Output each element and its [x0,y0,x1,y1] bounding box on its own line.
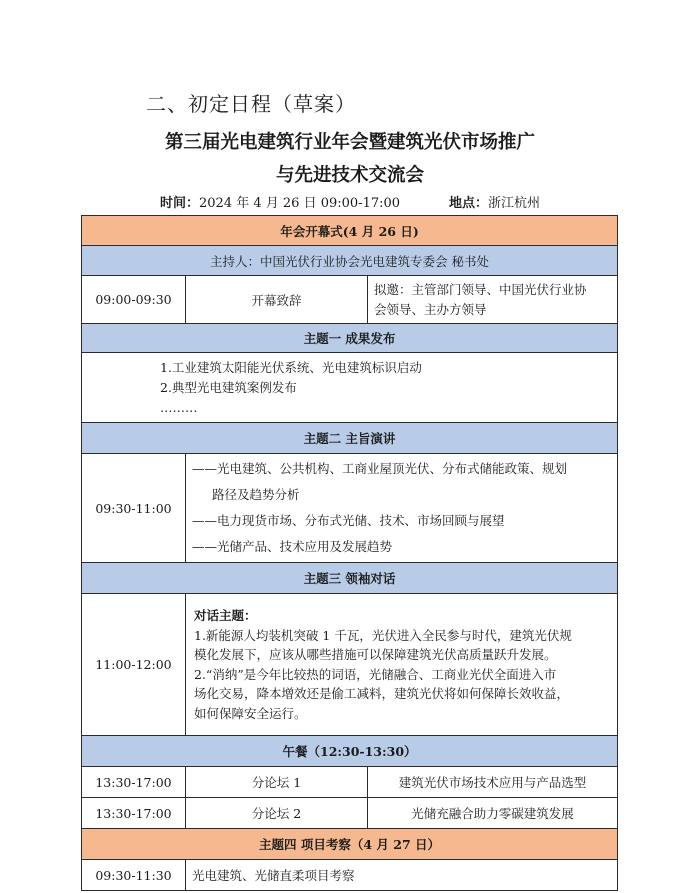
page-title-line2: 与先进技术交流会 [275,165,424,186]
forum1-time: 13:30-17:00 [82,767,186,798]
opening-time: 09:00-09:30 [82,276,186,324]
theme3-topics [186,594,618,736]
forum2-topic: 光储充融合助力零碳建筑发展 [368,798,618,829]
theme4-band: 主题四 项目考察（4 月 27 日） [82,829,618,860]
table-row [82,798,618,829]
theme4-desc: 光电建筑、光储直柔项目考察 [186,860,618,891]
place-label: 地点： [449,196,489,211]
list-item: ——光储产品、技术应用及发展趋势 [192,539,393,554]
list-item: 路径及趋势分析 [212,487,300,502]
section-heading: 二、初定日程（草案） [146,92,356,116]
guests-line: 拟邀：主管部门领导、中国光伏行业协 [374,281,587,297]
list-item: 2.典型光电建筑案例发布 [160,379,297,395]
list-item: 1.工业建筑太阳能光伏系统、光电建筑标识启动 [160,359,422,375]
forum2-name: 分论坛 2 [186,798,368,829]
page-title-line1: 第三届光电建筑行业年会暨建筑光伏市场推广 [164,132,535,153]
theme1-items [82,353,618,423]
topic-line: 如何保障安全运行。 [194,705,307,721]
forum1-name: 分论坛 1 [186,767,368,798]
theme2-items [186,454,618,563]
list-item: ——光电建筑、公共机构、工商业屋顶光伏、分布式储能政策、规划 [192,461,568,476]
theme1-band: 主题一 成果发布 [82,324,618,353]
opening-item: 开幕致辞 [186,276,368,324]
table-row [82,216,618,246]
time-label: 时间： [160,196,200,211]
theme4-time: 09:30-11:30 [82,860,186,891]
topic-label: 对话主题： [194,608,257,623]
table-row [82,324,618,353]
table-row [82,423,618,454]
place-value: 浙江杭州 [488,196,541,211]
table-row [82,563,618,594]
guests-line: 会领导、主办方领导 [374,301,487,317]
opening-band: 年会开幕式(4 月 26 日) [82,216,618,246]
theme2-band: 主题二 主旨演讲 [82,423,618,454]
table-row [82,860,618,891]
list-item: ……… [160,399,198,415]
theme3-band: 主题三 领袖对话 [82,563,618,594]
theme2-time: 09:30-11:00 [82,454,186,563]
opening-guests [368,276,618,324]
table-row [82,353,618,423]
topic-line: 模化发展下，应该从哪些措施可以保障建筑光伏高质量跃升发展。 [194,647,557,662]
list-item: ——电力现货市场、分布式光储、技术、市场回顾与展望 [192,513,505,528]
schedule-table [81,215,618,891]
table-row [82,829,618,860]
table-row [82,246,618,276]
forum2-time: 13:30-17:00 [82,798,186,829]
lunch-band: 午餐（12:30-13:30） [82,736,618,767]
table-row [82,454,618,563]
table-row [82,736,618,767]
table-row [82,276,618,324]
table-row [82,767,618,798]
theme3-time: 11:00-12:00 [82,594,186,736]
topic-line: 1.新能源人均装机突破 1 千瓦，光伏进入全民参与时代，建筑光伏规 [194,627,572,643]
time-value: 2024 年 4 月 26 日 09:00-17:00 [199,196,401,211]
table-row [82,594,618,736]
host-band: 主持人：中国光伏行业协会光电建筑专委会 秘书处 [82,246,618,276]
topic-line: 2.“消纳”是今年比较热的词语，光储融合、工商业光伏全面进入市 [194,666,557,682]
topic-line: 场化交易，降本增效还是偷工减料，建筑光伏将如何保障长效收益， [194,686,570,701]
forum1-topic: 建筑光伏市场技术应用与产品选型 [368,767,618,798]
